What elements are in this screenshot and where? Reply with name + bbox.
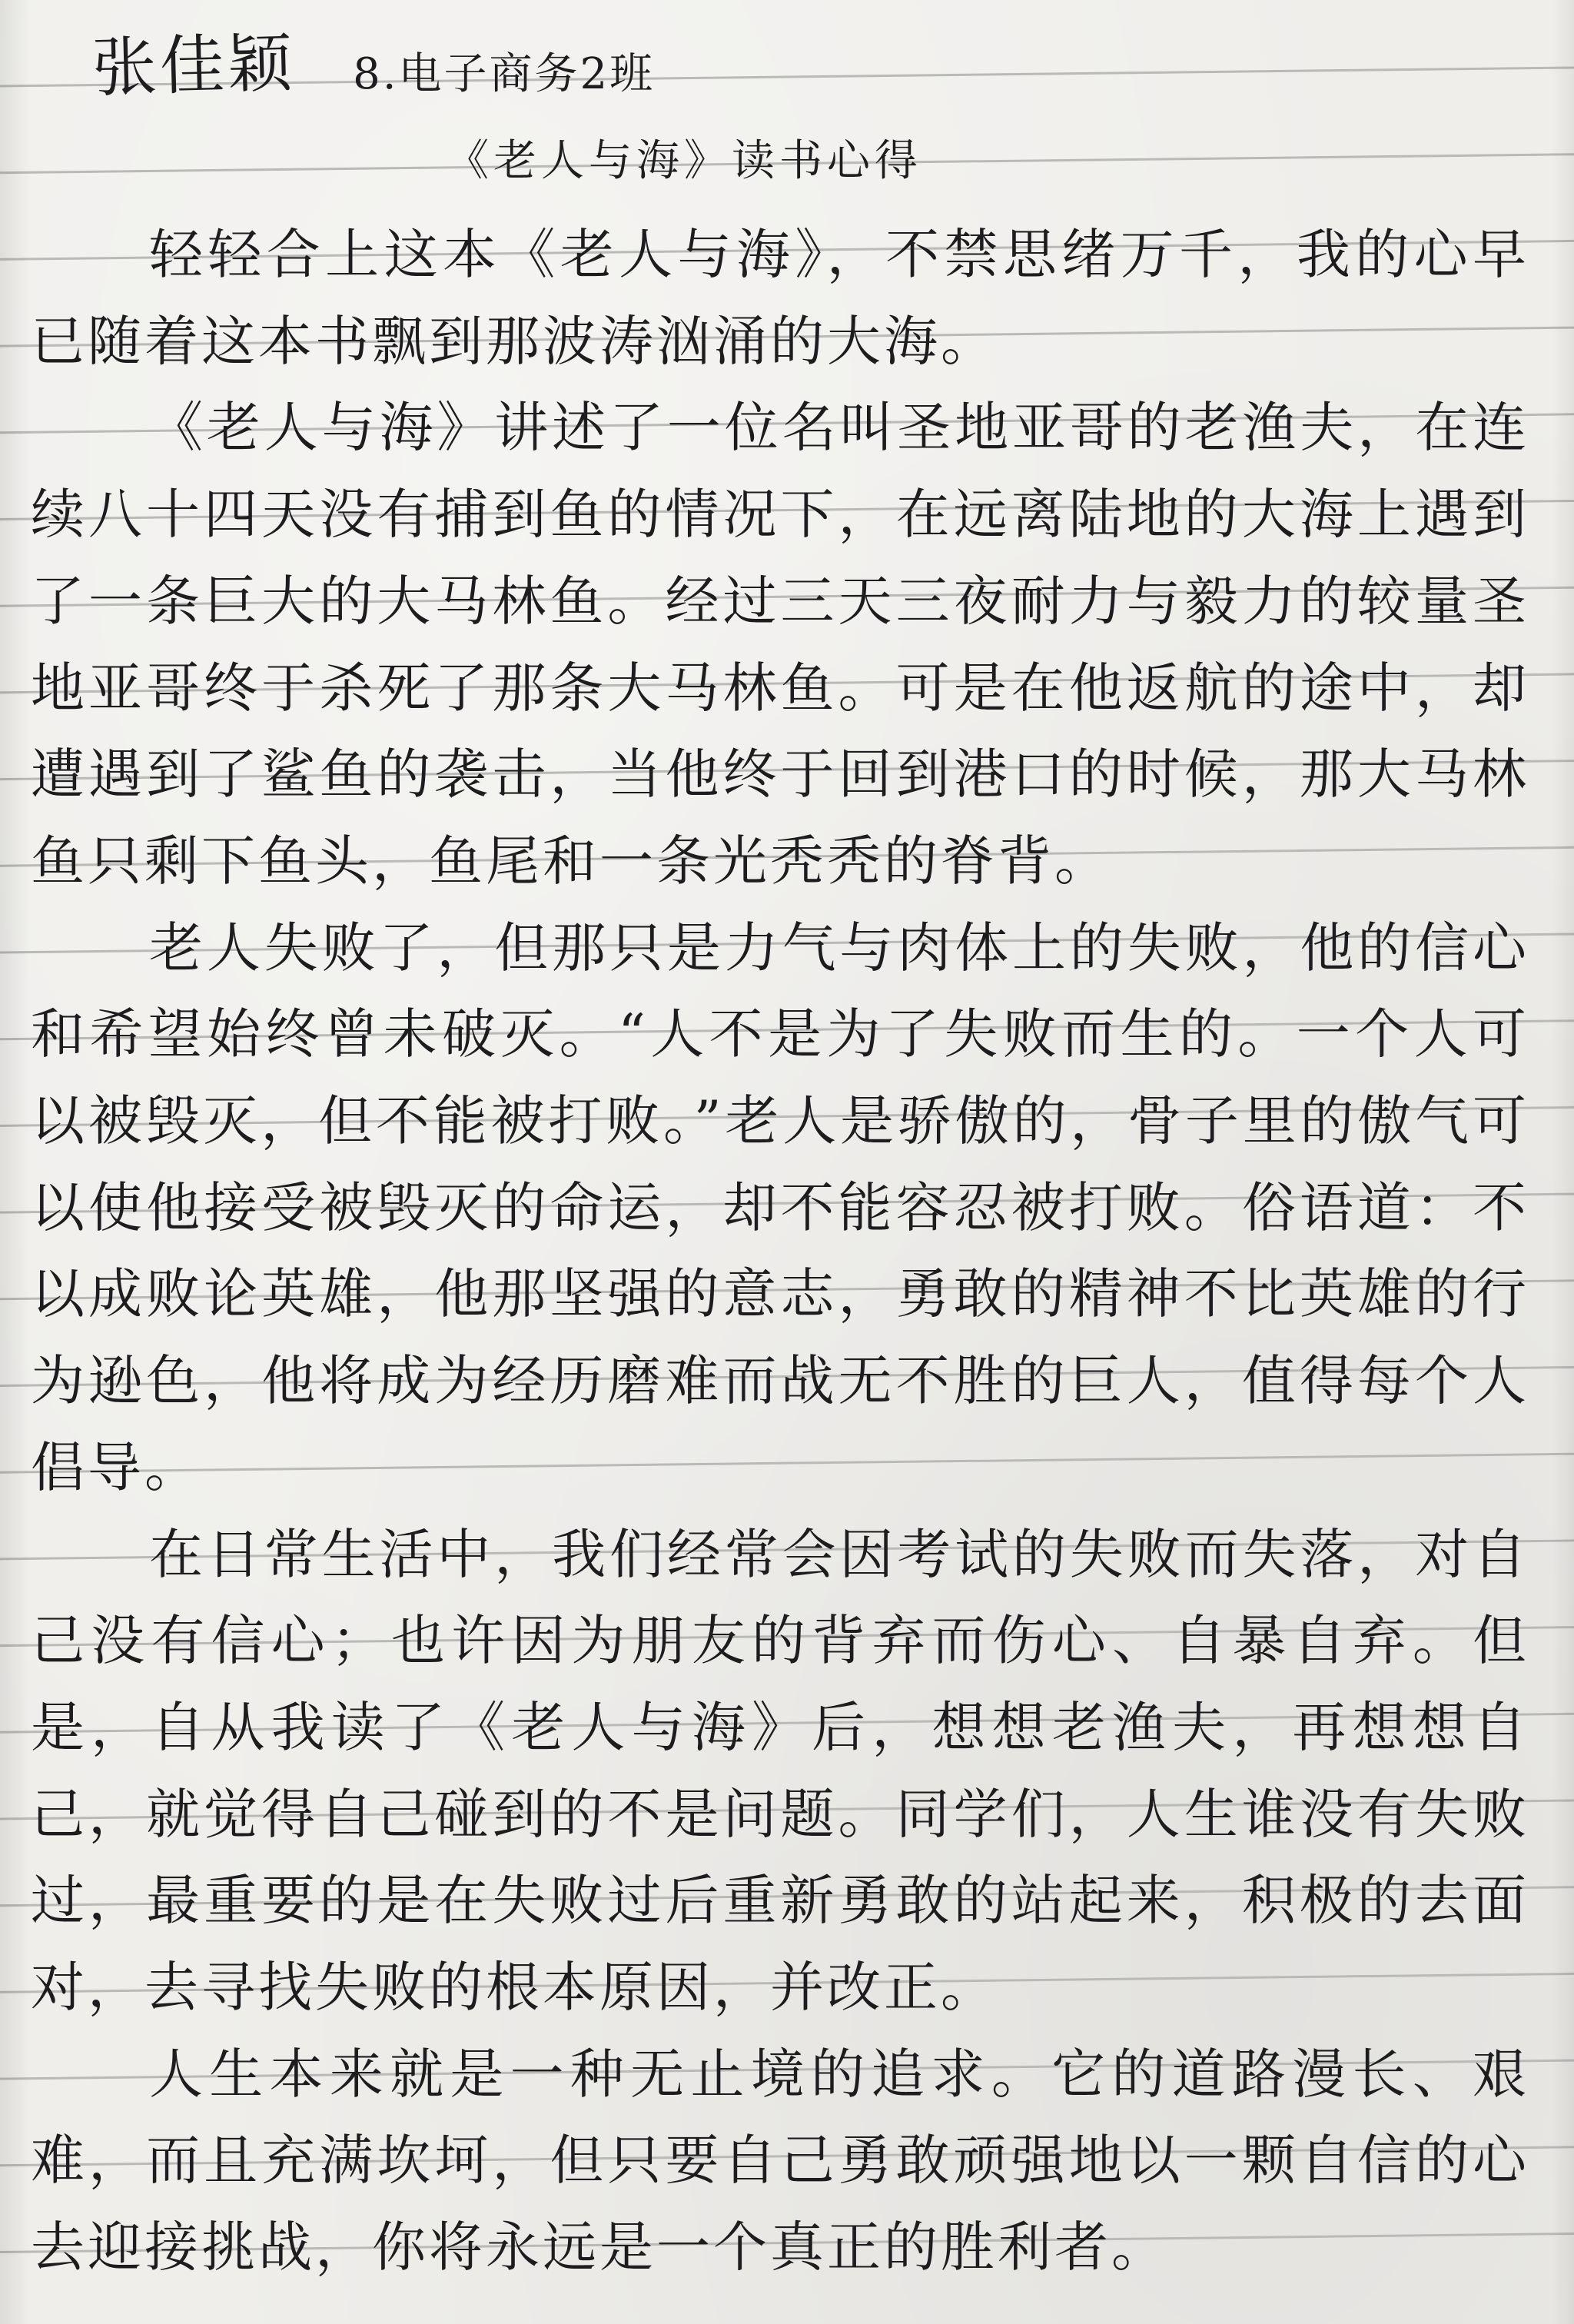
paragraph-4: 在日常生活中，我们经常会因考试的失败而失落，对自己没有信心；也许因为朋友的背弃而伤心、自暴自弃。但是，自从我读了《老人与海》后，想想老渔夫，再想想自己，就觉得自己碰到的不是问题。同学们，人生谁没有失败过，最重要的是在失败过后重新勇敢的站起来，积极的去面对，去寻找失败的根本原因，并改正。 (31, 1522, 1529, 2020)
paragraph-2: 《老人与海》讲述了一位名叫圣地亚哥的老渔夫，在连续八十四天没有捕到鱼的情况下，在远离陆地的大海上遇到了一条巨大的大马林鱼。经过三天三夜耐力与毅力的较量圣地亚哥终于杀死了那条大马林鱼。可是在他返航的途中，却遭遇到了鲨鱼的袭击，当他终于回到港口的时候，那大马林鱼只剩下鱼头，鱼尾和一条光秃秃的脊背。 (31, 396, 1529, 893)
class-name: 8.电子商务2班 (353, 49, 656, 99)
paragraph-3: 老人失败了，但那只是力气与肉体上的失败，他的信心和希望始终曾未破灭。“人不是为了失败而生的。一个人可以被毁灭，但不能被打败。”老人是骄傲的，骨子里的傲气可以使他接受被毁灭的命运，却不能容忍被打败。俗语道：不以成败论英雄，他那坚强的意志，勇敢的精神不比英雄的行为逊色，他将成为经历磨难而战无不胜的巨人，值得每个人倡导。 (31, 916, 1529, 1499)
page-edge-shadow (0, 0, 31, 2324)
author-name: 张佳颖 (91, 25, 297, 106)
paragraph-5: 人生本来就是一种无止境的追求。它的道路漫长、艰难，而且充满坎坷，但只要自己勇敢顽强地以一颗自信的心去迎接挑战，你将永远是一个真正的胜利者。 (31, 2042, 1529, 2279)
page-edge-shadow-right (1551, 0, 1574, 2324)
essay-title: 《老人与海》读书心得 (446, 136, 922, 186)
header-line (92, 8, 1514, 123)
paragraph-1: 轻轻合上这本《老人与海》，不禁思绪万千，我的心早已随着这本书飘到那波涛汹涌的大海。 (31, 223, 1529, 373)
essay-body (31, 211, 1529, 2291)
